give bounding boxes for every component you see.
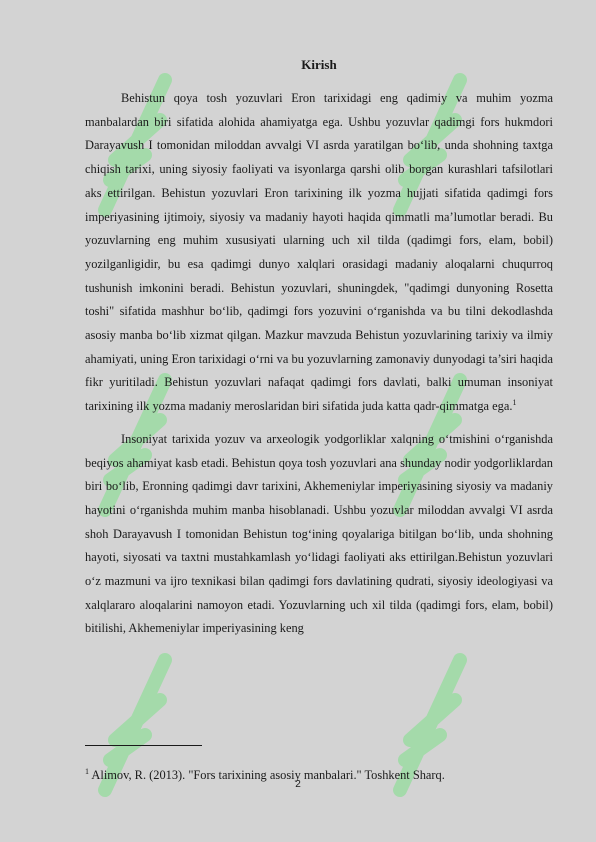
paragraph-1-text: Behistun qoya tosh yozuvlari Eron tarixidagi eng qadimiy va muhim yozma manbalardan biri sifatida alohida ahamiyatga ega. Ushbu yozuvlar qadimgi fors hukmdori Darayavush I tomonidan miloddan avvalgi VI asrda yaratilgan bo‘lib, unda shohning taxtga chiqish tarixi, uning siyosiy faoliyati va isyonlarga qarshi olib borgan kurashlari tafsilotlari aks ettirilgan. Behistun yozuvlari Eron tarixining ilk yozma hujjati sifatida qadimgi fors imperiyasining ijtimoiy, siyosiy va madaniy hayoti haqida qimmatli ma’lumotlar beradi. Bu yozuvlarning eng muhim xususiyati ularning uch xil tilda (qadimgi fors, elam, bobil) yozilganligidir, bu esa qadimgi dunyo xalqlari orasidagi madaniy aloqalarni chuqurroq tushunish imkonini beradi. Behistun yozuvlari, shuningdek, "qadimgi dunyoning Rosetta toshi" sifatida mashhur bo‘lib, qadimgi fors yozuvini o‘rganishda va bu tilni dekodlashda asosiy manba bo‘lib xizmat qilgan. Mazkur mavzuda Behistun yozuvlarining tarixiy va ilmiy ahamiyati, uning Eron tarixidagi o‘rni va bu yozuvlarning zamonaviy dunyodagi ta’siri haqida fikr yuritiladi. Behistun yozuvlari nafaqat qadimgi fors davlati, balki umuman insoniyat tarixining ilk yozma madaniy meroslaridan biri sifatida juda katta qadr-qimmatga ega. [85, 91, 553, 414]
footnote-reference[interactable]: 1 [512, 398, 517, 408]
page-number: 2 [295, 779, 301, 790]
footnote-text: Alimov, R. (2013). "Fors tarixining asosiy manbalari." Toshkent Sharq. [91, 768, 445, 783]
section-title: Kirish [301, 57, 337, 72]
footnote-marker: 1 [85, 767, 89, 776]
paragraph-1 [85, 87, 553, 419]
paragraph-2: Insoniyat tarixida yozuv va arxeologik yodgorliklar xalqning o‘tmishini o‘rganishda beqiyos ahamiyat kasb etadi. Behistun qoya tosh yozuvlari ana shunday nodir yodgorliklardan biri bo‘lib, Eronning qadimgi davr tarixini, Akhemeniylar imperiyasining siyosiy va madaniy hayotini o‘rganishda muhim manba hisoblanadi. Ushbu yozuvlar miloddan avvalgi VI asrda shoh Darayavush I tomonidan Behistun tog‘ining qoyalariga bitilgan bo‘lib, unda shohning hayoti, siyosati va taxtni mustahkamlash yo‘lidagi faoliyati aks ettirilgan.Behistun yozuvlari o‘z mazmuni va ijro texnikasi bilan qadimgi fors davlatining qudrati, siyosiy ideologiyasi va xalqlararo aloqalarini namoyon etadi. Yozuvlarning uch xil tilda (qadimgi fors, elam, bobil) bitilishi, Akhemeniylar imperiyasining keng [85, 431, 553, 636]
footnote-separator [85, 745, 202, 746]
document-body [85, 56, 553, 641]
